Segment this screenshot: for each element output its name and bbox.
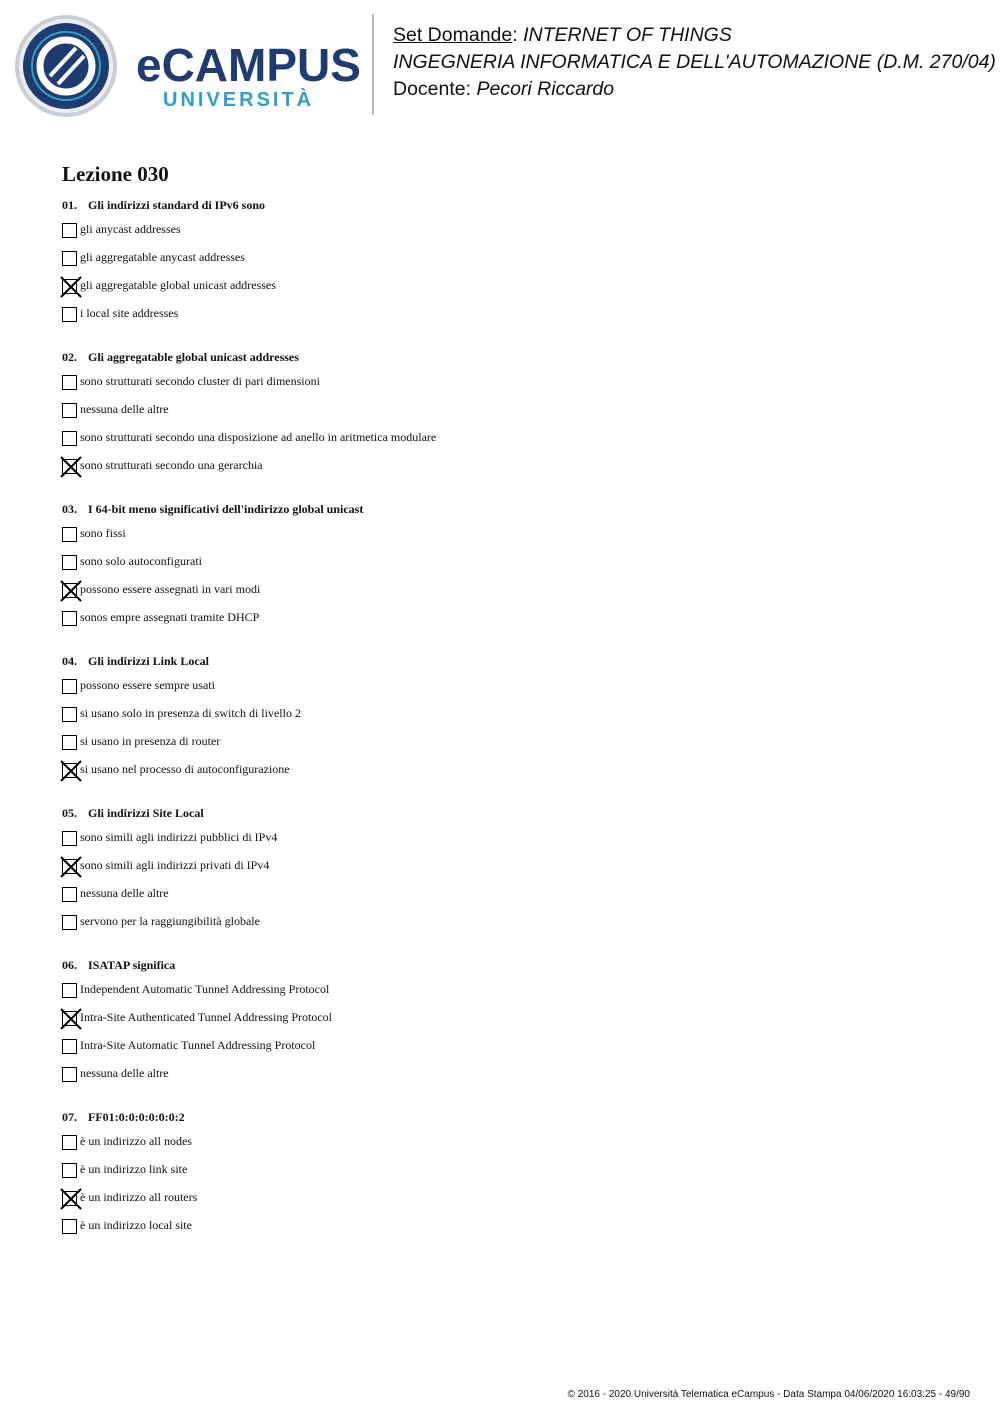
checked-checkbox-icon[interactable] (62, 459, 77, 474)
answer-text: sono strutturati secondo una disposizione ad anello in aritmetica modulare (80, 430, 437, 444)
answer-text: sonos empre assegnati tramite DHCP (80, 610, 260, 624)
answer-option[interactable] (62, 1066, 962, 1094)
answer-text: nessuna delle altre (80, 1066, 169, 1080)
answer-option[interactable] (62, 458, 962, 486)
question-2 (62, 348, 962, 486)
answer-text: sono simili agli indirizzi privati di IPv4 (80, 858, 270, 872)
answer-text: è un indirizzo link site (80, 1162, 188, 1176)
checkbox-icon[interactable] (62, 1039, 77, 1054)
checkbox-icon[interactable] (62, 555, 77, 570)
degree-name: INGEGNERIA INFORMATICA E DELL'AUTOMAZIONE (D.M. 270/04) (393, 51, 996, 73)
question-number: 03. (62, 502, 77, 516)
question-4 (62, 652, 962, 790)
answer-option[interactable] (62, 1010, 962, 1038)
answer-option[interactable] (62, 1190, 962, 1218)
answer-option[interactable] (62, 858, 962, 886)
answer-text: nessuna delle altre (80, 886, 169, 900)
checkbox-icon[interactable] (62, 431, 77, 446)
teacher-name: Pecori Riccardo (476, 78, 615, 100)
checked-checkbox-icon[interactable] (62, 763, 77, 778)
question-number: 07. (62, 1110, 77, 1124)
answer-option[interactable] (62, 278, 962, 306)
answer-text: è un indirizzo local site (80, 1218, 192, 1232)
teacher-label: Docente: (393, 78, 477, 100)
cross-mark-icon (60, 856, 82, 878)
answer-option[interactable] (62, 554, 962, 582)
header-divider (372, 14, 374, 115)
answer-text: gli aggregatable anycast addresses (80, 250, 245, 264)
checkbox-icon[interactable] (62, 403, 77, 418)
answer-text: è un indirizzo all routers (80, 1190, 198, 1204)
answer-option[interactable] (62, 582, 962, 610)
cross-mark-icon (60, 1188, 82, 1210)
teacher-line (393, 76, 996, 103)
answer-text: servono per la raggiungibilità globale (80, 914, 260, 928)
question-text: Gli aggregatable global unicast addresses (88, 350, 299, 364)
question-title (62, 1108, 962, 1128)
answer-text: i local site addresses (80, 306, 179, 320)
question-title (62, 804, 962, 824)
ecampus-logo (14, 14, 359, 118)
answer-text: gli anycast addresses (80, 222, 181, 236)
question-number: 04. (62, 654, 77, 668)
question-title (62, 500, 962, 520)
checked-checkbox-icon[interactable] (62, 279, 77, 294)
answer-option[interactable] (62, 1134, 962, 1162)
answer-text: nessuna delle altre (80, 402, 169, 416)
question-6 (62, 956, 962, 1094)
answer-text: si usano in presenza di router (80, 734, 221, 748)
question-text: ISATAP significa (88, 958, 176, 972)
cross-mark-icon (60, 456, 82, 478)
question-title (62, 348, 962, 368)
answer-text: sono strutturati secondo una gerarchia (80, 458, 263, 472)
answer-option[interactable] (62, 886, 962, 914)
question-number: 01. (62, 198, 77, 212)
answer-text: Intra-Site Authenticated Tunnel Addressing Protocol (80, 1010, 332, 1024)
answer-text: sono fissi (80, 526, 126, 540)
answer-option[interactable] (62, 830, 962, 858)
answer-option[interactable] (62, 306, 962, 334)
question-title (62, 196, 962, 216)
answer-text: Independent Automatic Tunnel Addressing Protocol (80, 982, 330, 996)
answer-option[interactable] (62, 430, 962, 458)
question-text: Gli indirizzi standard di IPv6 sono (88, 198, 266, 212)
checkbox-icon[interactable] (62, 887, 77, 902)
checkbox-icon[interactable] (62, 707, 77, 722)
answer-option[interactable] (62, 734, 962, 762)
checkbox-icon[interactable] (62, 1219, 77, 1234)
page-header (0, 0, 1000, 130)
lesson-title: Lezione 030 (62, 162, 169, 186)
ecampus-seal-icon (14, 14, 118, 118)
answer-text: sono strutturati secondo cluster di pari dimensioni (80, 374, 320, 388)
checkbox-icon[interactable] (62, 983, 77, 998)
checked-checkbox-icon[interactable] (62, 1011, 77, 1026)
checked-checkbox-icon[interactable] (62, 1191, 77, 1206)
answer-option[interactable] (62, 526, 962, 554)
checkbox-icon[interactable] (62, 735, 77, 750)
cross-mark-icon (60, 1008, 82, 1030)
logo-wordmark: eCAMPUS (136, 39, 361, 91)
checkbox-icon[interactable] (62, 1163, 77, 1178)
answer-option[interactable] (62, 982, 962, 1010)
answer-text: sono solo autoconfigurati (80, 554, 202, 568)
answer-option[interactable] (62, 1218, 962, 1246)
answer-text: si usano solo in presenza di switch di livello 2 (80, 706, 301, 720)
checked-checkbox-icon[interactable] (62, 859, 77, 874)
answer-text: possono essere assegnati in vari modi (80, 582, 261, 596)
cross-mark-icon (60, 760, 82, 782)
answer-option[interactable] (62, 1038, 962, 1066)
answer-option[interactable] (62, 250, 962, 278)
page-footer: © 2016 - 2020 Università Telematica eCampus - Data Stampa 04/06/2020 16:03:25 - 49/90 (567, 1389, 970, 1400)
question-number: 02. (62, 350, 77, 364)
question-text: FF01:0:0:0:0:0:0:2 (88, 1110, 185, 1124)
answer-text: si usano nel processo di autoconfigurazione (80, 762, 290, 776)
set-separator: : (512, 24, 524, 46)
question-title (62, 956, 962, 976)
logo-subtitle: UNIVERSITÀ (163, 89, 315, 111)
course-line (393, 22, 996, 49)
answer-option[interactable] (62, 374, 962, 402)
checkbox-icon[interactable] (62, 251, 77, 266)
question-number: 05. (62, 806, 77, 820)
checkbox-icon[interactable] (62, 307, 77, 322)
checkbox-icon[interactable] (62, 611, 77, 626)
set-label: Set Domande (393, 24, 513, 46)
answer-option[interactable] (62, 706, 962, 734)
cross-mark-icon (60, 276, 82, 298)
answer-option[interactable] (62, 222, 962, 250)
answer-text: possono essere sempre usati (80, 678, 215, 692)
checkbox-icon[interactable] (62, 679, 77, 694)
header-info (393, 22, 996, 103)
answer-option[interactable] (62, 678, 962, 706)
question-title (62, 652, 962, 672)
question-number: 06. (62, 958, 77, 972)
answer-text: Intra-Site Automatic Tunnel Addressing Protocol (80, 1038, 316, 1052)
checkbox-icon[interactable] (62, 915, 77, 930)
answer-option[interactable] (62, 762, 962, 790)
checked-checkbox-icon[interactable] (62, 583, 77, 598)
course-name: INTERNET OF THINGS (523, 24, 732, 46)
question-7 (62, 1108, 962, 1246)
answer-option[interactable] (62, 402, 962, 430)
checkbox-icon[interactable] (62, 1067, 77, 1082)
checkbox-icon[interactable] (62, 527, 77, 542)
question-5 (62, 804, 962, 942)
answer-text: gli aggregatable global unicast addresses (80, 278, 276, 292)
answer-option[interactable] (62, 1162, 962, 1190)
question-list (62, 196, 962, 1260)
checkbox-icon[interactable] (62, 375, 77, 390)
answer-text: è un indirizzo all nodes (80, 1134, 192, 1148)
checkbox-icon[interactable] (62, 1135, 77, 1150)
checkbox-icon[interactable] (62, 831, 77, 846)
checkbox-icon[interactable] (62, 223, 77, 238)
question-text: I 64-bit meno significativi dell'indirizzo global unicast (88, 502, 364, 516)
answer-text: sono simili agli indirizzi pubblici di IPv4 (80, 830, 278, 844)
cross-mark-icon (60, 580, 82, 602)
answer-option[interactable] (62, 610, 962, 638)
question-1 (62, 196, 962, 334)
question-text: Gli indirizzi Site Local (88, 806, 204, 820)
answer-option[interactable] (62, 914, 962, 942)
question-3 (62, 500, 962, 638)
question-text: Gli indirizzi Link Local (88, 654, 210, 668)
